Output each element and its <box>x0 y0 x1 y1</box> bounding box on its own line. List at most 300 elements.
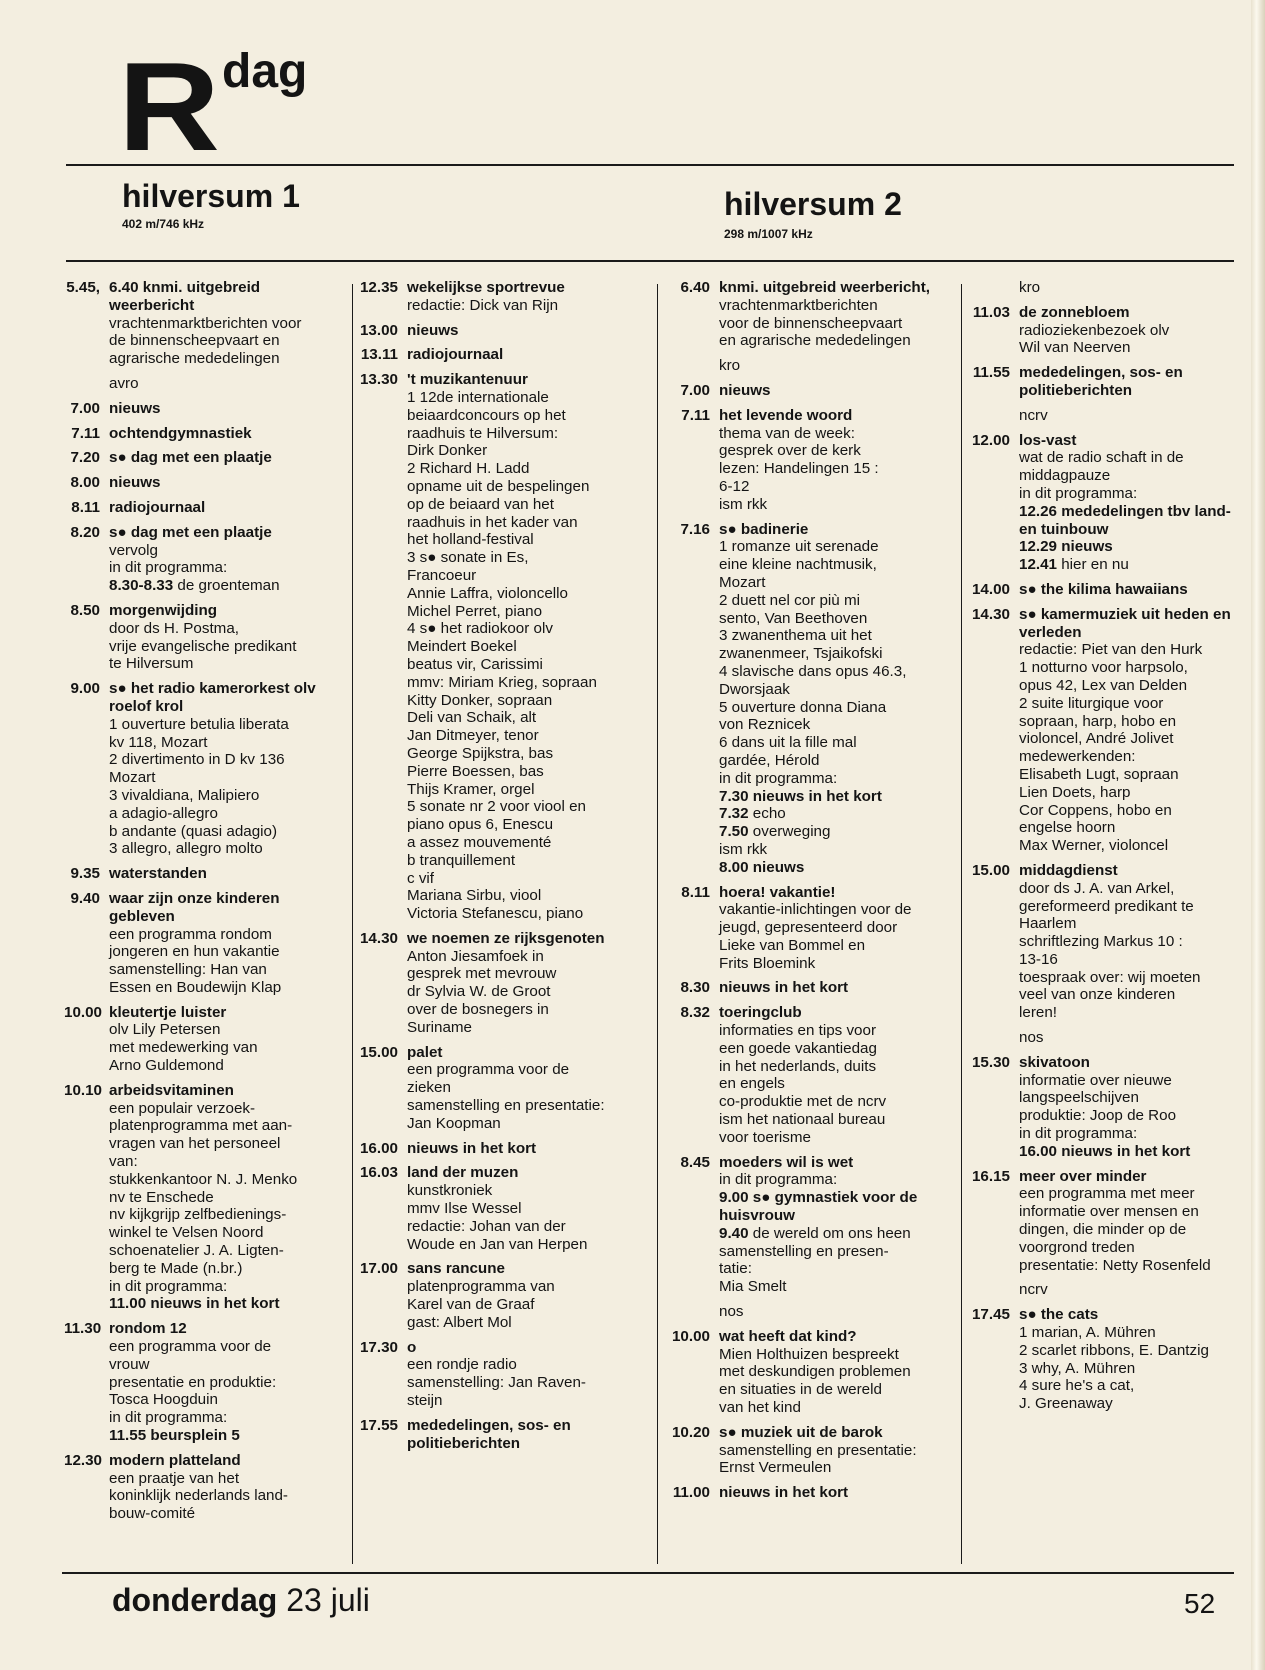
program-line: vrachtenmarktberichten <box>719 296 878 314</box>
program-line: 4 sure he's a cat, <box>1019 1377 1135 1395</box>
program-line: over de bosnegers in <box>407 1001 549 1019</box>
program-title: nieuws <box>719 381 771 399</box>
program-time: 8.00 <box>70 474 100 492</box>
program-line: samenstelling: Han van <box>109 961 267 979</box>
program-line <box>719 823 954 841</box>
program-line: opname uit de bespelingen <box>407 477 590 495</box>
program-line: zieken <box>407 1079 451 1097</box>
program-time: 8.11 <box>71 498 100 516</box>
program-line: eine kleine nachtmusik, <box>719 556 877 574</box>
program-line: en engels <box>719 1075 785 1093</box>
program-line: engelse hoorn <box>1019 819 1116 837</box>
program-line: het holland-festival <box>407 531 534 549</box>
program-body <box>407 322 656 340</box>
program-line: b andante (quasi adagio) <box>109 822 278 840</box>
program-title: kleutertje luister <box>109 1003 227 1021</box>
program-entry <box>962 862 1240 1022</box>
program-time: 7.20 <box>70 449 100 467</box>
program-body <box>719 1484 954 1502</box>
program-entry <box>64 1320 344 1445</box>
program-line: Essen en Boudewijn Klap <box>109 978 282 996</box>
program-line-time: 7.50 <box>719 823 749 841</box>
program-line: jongeren en hun vakantie <box>109 943 280 961</box>
program-line: 2 divertimento in D kv 136 <box>109 751 285 769</box>
program-line: 4 s● het radiokoor olv <box>407 620 553 638</box>
broadcaster-label: kro <box>1019 279 1041 296</box>
program-entry <box>64 425 344 443</box>
program-body <box>407 1260 656 1331</box>
program-line: Elisabeth Lugt, sopraan <box>1019 765 1179 783</box>
program-time: 7.00 <box>680 381 710 399</box>
program-line: op de beiaard van het <box>407 495 554 513</box>
program-line: 9.00 s● gymnastiek voor de huisvrouw <box>719 1189 918 1225</box>
program-title: nieuws in het kort <box>407 1139 537 1157</box>
program-line: Mia Smelt <box>719 1278 787 1296</box>
program-time: 14.30 <box>971 605 1010 623</box>
page-number: 52 <box>1184 1588 1216 1619</box>
program-line: Francoeur <box>407 566 477 584</box>
logo-letter: R <box>118 36 218 177</box>
program-line: radioziekenbezoek olv <box>1019 321 1170 339</box>
program-title: land der muzen <box>407 1164 519 1182</box>
program-entry <box>356 930 656 1037</box>
program-line: wat de radio schaft in de <box>1019 449 1184 467</box>
program-entry <box>662 979 954 997</box>
program-title: radiojournaal <box>407 346 504 364</box>
schedule-column-4 <box>962 279 1240 1420</box>
program-body <box>109 474 344 492</box>
program-line: voorgrond treden <box>1019 1238 1135 1256</box>
program-body <box>719 382 954 400</box>
program-line: schriftlezing Markus 10 : <box>1019 933 1183 951</box>
program-line: 3 zwanenthema uit het <box>719 627 872 645</box>
program-entry <box>962 1054 1240 1161</box>
program-line: lezen: Handelingen 15 : <box>719 460 879 478</box>
program-title: waar zijn onze kinderen gebleven <box>109 889 280 925</box>
program-line: vrije evangelische predikant <box>109 637 297 655</box>
program-body <box>109 524 344 595</box>
program-entry <box>64 890 344 997</box>
program-time: 12.00 <box>971 431 1010 449</box>
program-line: in dit programma: <box>719 1171 838 1189</box>
program-body <box>407 1140 656 1158</box>
program-body <box>407 346 656 364</box>
program-entry <box>662 1154 954 1296</box>
program-body <box>1019 1054 1240 1161</box>
program-time: 11.00 <box>672 1484 710 1502</box>
program-time: 12.30 <box>64 1451 103 1469</box>
program-line-text: hier en nu <box>1057 556 1129 574</box>
broadcaster-label: avro <box>109 374 139 392</box>
program-body <box>1019 606 1240 855</box>
program-line: door ds J. A. van Arkel, <box>1019 879 1175 897</box>
program-body <box>407 1339 656 1410</box>
program-entry <box>356 1164 656 1253</box>
program-line-text: de groenteman <box>173 577 280 595</box>
program-body <box>407 1044 656 1133</box>
program-line: gereformeerd predikant te <box>1019 897 1194 915</box>
program-line: met medewerking van <box>109 1039 258 1057</box>
program-entry <box>64 400 344 418</box>
program-time: 15.00 <box>971 861 1010 879</box>
program-title: waterstanden <box>109 865 207 883</box>
program-line-time: 8.30-8.33 <box>109 577 174 595</box>
program-line: Mariana Sirbu, viool <box>407 887 542 905</box>
program-line: vrouw <box>109 1355 150 1373</box>
program-body <box>719 1004 954 1146</box>
program-title: skivatoon <box>1019 1053 1090 1071</box>
program-line: informatie over nieuwe <box>1019 1071 1172 1089</box>
program-time: 13.30 <box>359 371 398 389</box>
program-body <box>109 890 344 997</box>
program-line: in dit programma: <box>1019 484 1138 502</box>
program-line: 5 ouverture donna Diana <box>719 698 887 716</box>
program-line: 2 duett nel cor più mi <box>719 591 860 609</box>
program-title: nieuws <box>407 321 459 339</box>
program-line: voor de binnenscheepvaart <box>719 314 903 332</box>
program-line: een programma voor de <box>407 1061 570 1079</box>
program-line: Max Werner, violoncel <box>1019 837 1169 855</box>
program-body <box>1019 432 1240 574</box>
program-line-text: echo <box>748 805 786 823</box>
program-line: gast: Albert Mol <box>407 1313 512 1331</box>
program-time: 17.00 <box>359 1260 398 1278</box>
program-body <box>719 1154 954 1296</box>
program-line: Thijs Kramer, orgel <box>407 780 535 798</box>
program-line: Lien Doets, harp <box>1019 783 1131 801</box>
program-line: steijn <box>407 1392 443 1410</box>
program-line: beatus vir, Carissimi <box>407 655 543 673</box>
program-body <box>109 449 344 467</box>
program-line: Dirk Donker <box>407 442 488 460</box>
program-time: 8.11 <box>681 883 710 901</box>
program-line: nv kijkgrijp zelfbedienings- <box>109 1206 287 1224</box>
program-body <box>1019 1168 1240 1275</box>
program-line: J. Greenaway <box>1019 1395 1113 1413</box>
program-time: 10.00 <box>64 1003 103 1021</box>
program-line: gesprek over de kerk <box>719 442 861 460</box>
program-line: Suriname <box>407 1018 472 1036</box>
program-line: bouw-comité <box>109 1505 196 1523</box>
program-line: thema van de week: <box>719 424 855 442</box>
program-line: een programma voor de <box>109 1338 272 1356</box>
program-line-time: 7.32 <box>719 805 749 823</box>
program-line: produktie: Joop de Roo <box>1019 1107 1177 1125</box>
program-time: 15.00 <box>359 1043 398 1061</box>
program-entry <box>662 884 954 973</box>
program-line: 8.00 nieuws <box>719 858 805 876</box>
program-entry <box>64 279 344 368</box>
program-line: 4 slavische dans opus 46.3, <box>719 662 907 680</box>
program-body <box>719 1328 954 1417</box>
program-title: s● dag met een plaatje <box>109 449 272 467</box>
program-body <box>109 602 344 673</box>
program-line: een goede vakantiedag <box>719 1039 877 1057</box>
program-entry <box>64 1452 344 1523</box>
program-entry <box>356 1417 656 1453</box>
program-line: in dit programma: <box>109 559 228 577</box>
program-title: ochtendgymnastiek <box>109 424 252 442</box>
program-body <box>109 499 344 517</box>
program-body <box>109 1452 344 1523</box>
program-line: informaties en tips voor <box>719 1022 877 1040</box>
program-line: 11.55 beursplein 5 <box>109 1427 240 1445</box>
schedule-column-3 <box>662 279 954 1509</box>
program-title: nieuws <box>109 474 161 492</box>
program-line: Jan Koopman <box>407 1114 501 1132</box>
program-title: knmi. uitgebreid weerbericht, <box>719 279 930 296</box>
program-time: 8.20 <box>70 523 100 541</box>
program-line: Mozart <box>719 573 766 591</box>
program-time: 7.11 <box>681 406 710 424</box>
program-time: 7.11 <box>71 424 100 442</box>
mid-rule <box>66 260 1234 262</box>
program-entry <box>662 1004 954 1146</box>
program-title: wekelijkse sportrevue <box>407 279 565 296</box>
program-title: arbeidsvitaminen <box>109 1081 234 1099</box>
program-line: tatie: <box>719 1260 752 1278</box>
program-entry <box>962 432 1240 574</box>
program-line: in dit programma: <box>719 769 838 787</box>
program-line: in dit programma: <box>1019 1125 1138 1143</box>
program-body <box>1019 862 1240 1022</box>
program-entry <box>64 1082 344 1313</box>
program-line-time: 9.40 <box>719 1224 749 1242</box>
program-title: mededelingen, sos- en politieberichten <box>1019 364 1183 399</box>
program-time: 8.50 <box>70 601 100 619</box>
program-title: de zonnebloem <box>1019 303 1130 321</box>
program-title: meer over minder <box>1019 1167 1147 1185</box>
program-line: de binnenscheepvaart en <box>109 332 280 350</box>
program-time: 7.00 <box>70 399 100 417</box>
program-line: 3 allegro, allegro molto <box>109 840 263 858</box>
station-freq-h2: 298 m/1007 kHz <box>724 227 813 241</box>
program-line: Deli van Schaik, alt <box>407 709 537 727</box>
program-body <box>719 1424 954 1477</box>
program-line: samenstelling en presen- <box>719 1242 889 1260</box>
program-line: Annie Laffra, violoncello <box>407 584 568 602</box>
program-line: 2 scarlet ribbons, E. Dantzig <box>1019 1341 1209 1359</box>
program-line <box>719 805 954 823</box>
program-line: co-produktie met de ncrv <box>719 1093 887 1111</box>
program-line: Lieke van Bommel en <box>719 936 866 954</box>
program-line: samenstelling en presentatie: <box>407 1097 605 1115</box>
program-line: koninklijk nederlands land- <box>109 1487 288 1505</box>
program-line: c vif <box>407 869 435 887</box>
program-entry <box>962 1168 1240 1275</box>
program-line: gesprek met mevrouw <box>407 965 557 983</box>
program-time: 5.45, <box>66 279 100 296</box>
program-line: 13-16 <box>1019 950 1058 968</box>
program-entry <box>962 581 1240 599</box>
program-title: morgenwijding <box>109 601 217 619</box>
program-line: vervolg <box>109 541 158 559</box>
program-line: en agrarische mededelingen <box>719 332 911 350</box>
program-line: 1 notturno voor harpsolo, <box>1019 659 1188 677</box>
program-time: 14.30 <box>359 929 398 947</box>
program-entry <box>356 1140 656 1158</box>
bottom-rule <box>62 1572 1234 1574</box>
program-line: 12.29 nieuws <box>1019 538 1113 556</box>
program-time: 6.40 <box>680 279 710 296</box>
program-line: Dworsjaak <box>719 680 790 698</box>
program-title: mededelingen, sos- en politieberichten <box>407 1416 571 1452</box>
program-entry <box>662 407 954 514</box>
program-line: Pierre Boessen, bas <box>407 762 544 780</box>
program-title: s● het radio kamerorkest olv roelof krol <box>109 680 316 715</box>
schedule-column-2 <box>356 279 656 1459</box>
program-line: dr Sylvia W. de Groot <box>407 983 551 1001</box>
program-body <box>719 407 954 514</box>
program-line: ism rkk <box>719 495 768 513</box>
broadcaster-label: ncrv <box>1019 1281 1048 1299</box>
program-line-text: overweging <box>748 823 831 841</box>
program-line: 6-12 <box>719 477 750 495</box>
program-body <box>109 865 344 883</box>
program-line: b tranquillement <box>407 851 516 869</box>
program-line: 3 why, A. Mühren <box>1019 1359 1136 1377</box>
program-line: sento, Van Beethoven <box>719 609 868 627</box>
program-time: 10.10 <box>64 1081 103 1099</box>
program-title: radiojournaal <box>109 498 206 516</box>
program-line: Kitty Donker, sopraan <box>407 691 553 709</box>
program-line: een programma rondom <box>109 925 272 943</box>
program-line: Frits Bloemink <box>719 954 816 972</box>
footer-day: donderdag <box>112 1582 278 1618</box>
program-entry <box>356 346 656 364</box>
program-line: Haarlem <box>1019 915 1077 933</box>
program-body <box>109 279 344 368</box>
program-line: veel van onze kinderen <box>1019 986 1176 1004</box>
program-time: 9.40 <box>70 889 100 907</box>
program-line: redactie: Dick van Rijn <box>407 296 559 314</box>
program-title: s● badinerie <box>719 520 809 538</box>
program-time: 8.30 <box>680 979 710 997</box>
program-line: stukkenkantoor N. J. Menko <box>109 1170 298 1188</box>
program-title: nieuws in het kort <box>719 1484 849 1502</box>
program-line: samenstelling: Jan Raven- <box>407 1374 586 1392</box>
program-entry <box>662 279 954 350</box>
program-body <box>109 1004 344 1075</box>
program-time: 10.00 <box>671 1327 710 1345</box>
program-time: 15.30 <box>971 1053 1010 1071</box>
program-body <box>719 884 954 973</box>
program-entry <box>662 1424 954 1477</box>
program-line: 12.26 mededelingen tbv land- en tuinbouw <box>1019 502 1231 538</box>
program-entry <box>662 1484 954 1502</box>
program-title: 6.40 knmi. uitgebreid weerbericht <box>109 279 261 314</box>
program-line: Anton Jiesamfoek in <box>407 947 544 965</box>
program-entry <box>64 524 344 595</box>
program-entry <box>962 606 1240 855</box>
program-time: 17.30 <box>359 1338 398 1356</box>
program-title: toeringclub <box>719 1004 802 1022</box>
broadcaster-label: nos <box>719 1303 744 1321</box>
program-title: nieuws in het kort <box>719 979 849 997</box>
program-line: ism rkk <box>719 840 768 858</box>
program-line: door ds H. Postma, <box>109 619 239 637</box>
broadcaster-label: kro <box>719 357 741 375</box>
program-title: modern platteland <box>109 1451 241 1469</box>
program-title: wat heeft dat kind? <box>719 1327 857 1345</box>
program-time: 16.15 <box>971 1167 1010 1185</box>
program-body <box>1019 364 1240 400</box>
program-time: 11.03 <box>972 303 1010 321</box>
program-title: los-vast <box>1019 431 1077 449</box>
program-body <box>407 1417 656 1453</box>
program-line: platenprogramma van <box>407 1278 555 1296</box>
program-line: sopraan, harp, hobo en <box>1019 712 1177 730</box>
program-time: 11.30 <box>64 1320 102 1338</box>
program-line: 3 s● sonate in Es, <box>407 549 529 567</box>
program-title: palet <box>407 1043 443 1061</box>
program-line: vrachtenmarktberichten voor <box>109 314 302 332</box>
program-time: 17.55 <box>359 1416 398 1434</box>
program-title: moeders wil is wet <box>719 1153 854 1171</box>
program-line: met deskundigen problemen <box>719 1363 911 1381</box>
program-title: s● kamermuziek uit heden en verleden <box>1019 605 1231 641</box>
program-line: 16.00 nieuws in het kort <box>1019 1142 1191 1160</box>
program-line: ism het nationaal bureau <box>719 1111 886 1129</box>
program-entry <box>64 499 344 517</box>
program-body <box>407 930 656 1037</box>
program-entry <box>64 1004 344 1075</box>
program-line: zwanenmeer, Tsjaikofski <box>719 645 883 663</box>
program-line: te Hilversum <box>109 655 194 673</box>
column-divider <box>657 284 658 1564</box>
program-body <box>1019 581 1240 599</box>
program-line: Karel van de Graaf <box>407 1296 535 1314</box>
program-line: middagpauze <box>1019 467 1111 485</box>
program-entry <box>356 371 656 923</box>
program-line: voor toerisme <box>719 1128 812 1146</box>
program-entry <box>356 1044 656 1133</box>
program-line: leren! <box>1019 1004 1057 1022</box>
program-line: Mien Holthuizen bespreekt <box>719 1345 899 1363</box>
program-entry <box>962 364 1240 400</box>
program-line: in het nederlands, duits <box>719 1057 877 1075</box>
program-line: Meindert Boekel <box>407 638 517 656</box>
program-line: vragen van het personeel <box>109 1135 281 1153</box>
program-line: een programma met meer <box>1019 1185 1195 1203</box>
program-body <box>407 1164 656 1253</box>
program-title: 't muzikantenuur <box>407 371 528 389</box>
program-time: 17.45 <box>971 1306 1010 1324</box>
program-body <box>719 279 954 350</box>
program-line: medewerkenden: <box>1019 748 1136 766</box>
program-line: 1 romanze uit serenade <box>719 538 879 556</box>
footer-date <box>112 1584 370 1616</box>
program-line: van het kind <box>719 1399 801 1417</box>
program-line: vakantie-inlichtingen voor de <box>719 901 912 919</box>
program-line: agrarische mededelingen <box>109 350 280 368</box>
program-line: raadhuis in het kader van <box>407 513 578 531</box>
program-line: redactie: Johan van der <box>407 1217 566 1235</box>
program-time: 13.11 <box>360 346 398 364</box>
program-line: dingen, die minder op de <box>1019 1221 1187 1239</box>
program-line: redactie: Piet van den Hurk <box>1019 641 1203 659</box>
program-line: Mozart <box>109 769 156 787</box>
program-line: Victoria Stefanescu, piano <box>407 905 584 923</box>
program-entry <box>662 1328 954 1417</box>
program-line: Arno Guldemond <box>109 1057 224 1075</box>
program-entry <box>962 1306 1240 1413</box>
program-line: informatie over mensen en <box>1019 1203 1199 1221</box>
program-entry <box>962 304 1240 357</box>
program-body <box>719 521 954 877</box>
program-line: presentatie: Netty Rosenfeld <box>1019 1256 1211 1274</box>
program-line: von Reznicek <box>719 716 811 734</box>
